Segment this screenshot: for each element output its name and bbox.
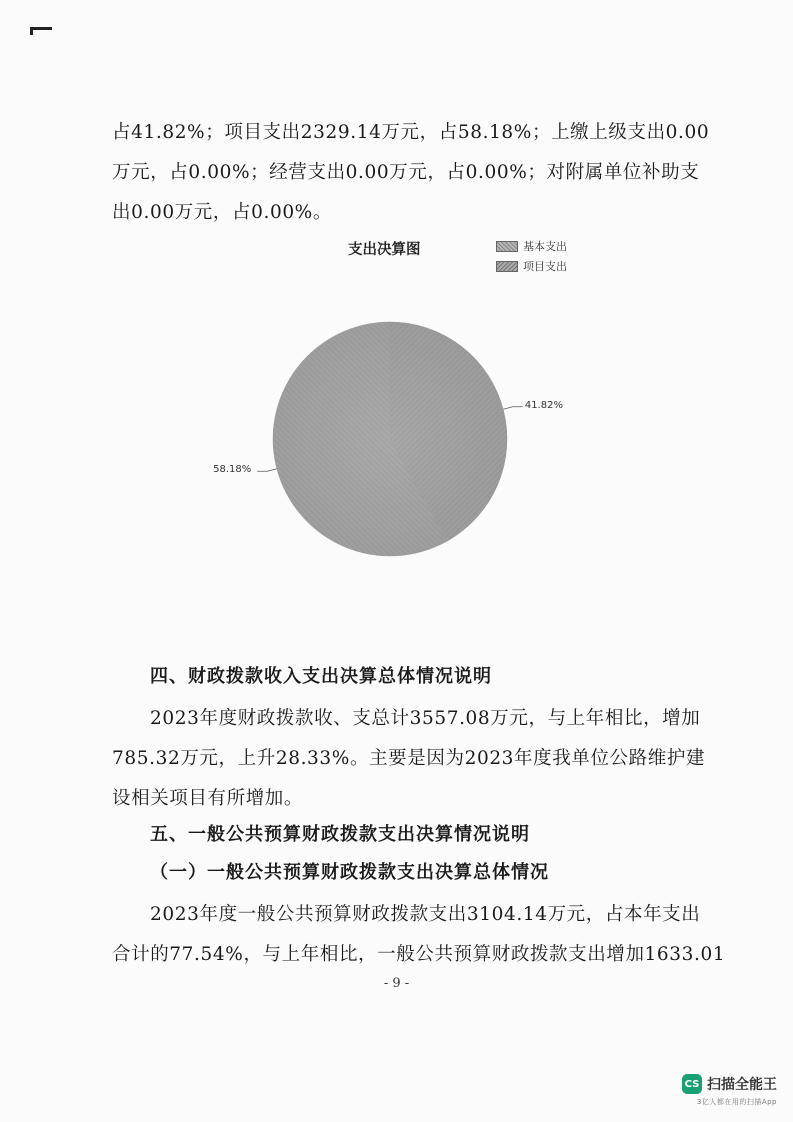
section-heading: 五、一般公共预算财政拨款支出决算情况说明 bbox=[150, 824, 530, 845]
paragraph-line: 万元，占0.00%；经营支出0.00万元，占0.00%；对附属单位补助支 bbox=[112, 162, 700, 183]
scanner-watermark bbox=[682, 1074, 777, 1107]
paragraph-line: 设相关项目有所增加。 bbox=[112, 788, 304, 809]
paragraph-line: 出0.00万元，占0.00%。 bbox=[112, 202, 332, 223]
pie-data-label: 58.18% bbox=[213, 464, 252, 476]
chart-title: 支出决算图 bbox=[348, 242, 421, 258]
section-heading: 四、财政拨款收入支出决算总体情况说明 bbox=[150, 666, 492, 687]
page-number: - 9 - bbox=[383, 976, 410, 991]
legend-label: 项目支出 bbox=[523, 260, 567, 273]
camscanner-logo-icon: CS bbox=[682, 1074, 702, 1094]
paragraph-line: 785.32万元，上升28.33%。主要是因为2023年度我单位公路维护建 bbox=[112, 748, 706, 769]
watermark-name: 扫描全能王 bbox=[707, 1077, 777, 1093]
paragraph-line: 合计的77.54%，与上年相比，一般公共预算财政拨款支出增加1633.01 bbox=[112, 944, 726, 965]
paragraph-line: 2023年度一般公共预算财政拨款支出3104.14万元，占本年支出 bbox=[150, 904, 701, 925]
paragraph-line: 占41.82%；项目支出2329.14万元，占58.18%；上缴上级支出0.00 bbox=[112, 122, 710, 143]
paragraph-line: 2023年度财政拨款收、支总计3557.08万元，与上年相比，增加 bbox=[150, 708, 701, 729]
pie-data-label: 41.82% bbox=[524, 399, 563, 411]
legend-label: 基本支出 bbox=[523, 240, 567, 253]
subsection-heading: （一）一般公共预算财政拨款支出决算总体情况 bbox=[150, 862, 549, 883]
watermark-tagline: 3亿人都在用的扫描App bbox=[696, 1098, 777, 1106]
pie-leader-line bbox=[257, 469, 277, 472]
scan-corner-mark bbox=[30, 27, 52, 30]
pie-shading bbox=[273, 322, 507, 556]
pie-leader-line bbox=[503, 407, 523, 410]
expense-pie-chart bbox=[190, 232, 610, 572]
